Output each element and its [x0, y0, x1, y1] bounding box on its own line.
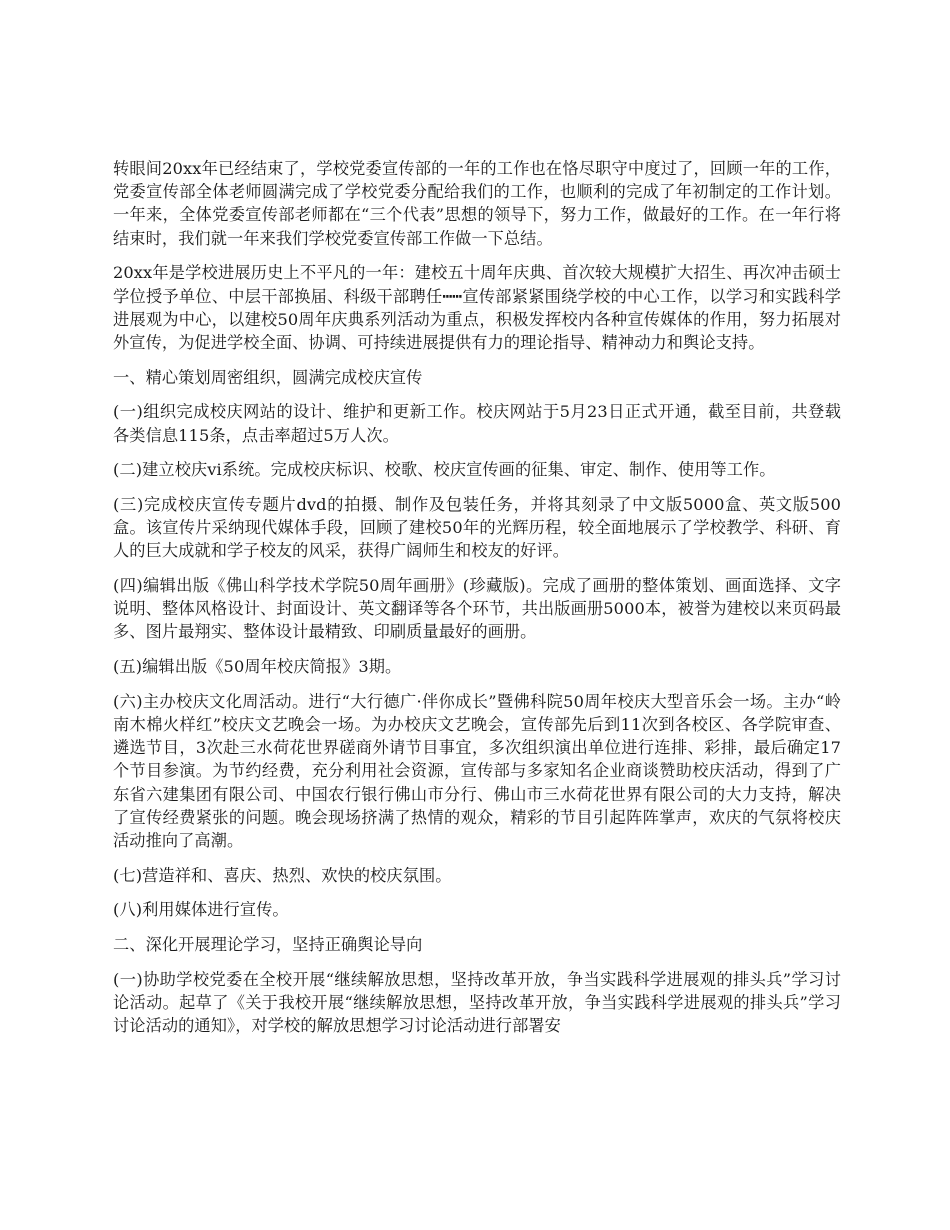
item-5-bulletin: (五)编辑出版《50周年校庆简报》3期。 — [113, 657, 402, 677]
document-body — [113, 157, 841, 1049]
section-heading-1: 一、精心策划周密组织，圆满完成校庆宣传 — [113, 367, 423, 387]
section-2-item-1: (一)协助学校党委在全校开展“继续解放思想，坚持改革开放，争当实践科学进展观的排头兵”学习讨论活动。起草了《关于我校开展“继续解放思想，坚持改革开放，争当实践科学进展观的排头兵”学习讨论活动的通知》，对学校的解放思想学习讨论活动进行部署安 — [113, 969, 841, 1036]
overview-paragraph: 20xx年是学校进展历史上不平凡的一年：建校五十周年庆典、首次较大规模扩大招生、再次冲击硕士学位授予单位、中层干部换届、科级干部聘任┅┅宣传部紧紧围绕学校的中心工作，以学习和实践科学进展观为中心，以建校50周年庆典系列活动为重点，积极发挥校内各种宣传媒体的作用，努力拓展对外宣传，为促进学校全面、协调、可持续进展提供有力的理论指导、精神动力和舆论支持。 — [113, 263, 841, 352]
item-3-dvd: (三)完成校庆宣传专题片dvd的拍摄、制作及包装任务，并将其刻录了中文版5000盒、英文版500盒。该宣传片采纳现代媒体手段，回顾了建校50年的光辉历程，较全面地展示了学校教学、科研、育人的巨大成就和学子校友的风采，获得广阔师生和校友的好评。 — [113, 494, 841, 561]
item-4-album: (四)编辑出版《佛山科学技术学院50周年画册》(珍藏版)。完成了画册的整体策划、画面选择、文字说明、整体风格设计、封面设计、英文翻译等各个环节，共出版画册5000本，被誉为建校以来页码最多、图片最翔实、整体设计最精致、印刷质量最好的画册。 — [113, 576, 841, 642]
item-6-culture-week: (六)主办校庆文化周活动。进行“大行德广·伴你成长”暨佛科院50周年校庆大型音乐会一场。主办“岭南木棉火样红”校庆文艺晚会一场。为办校庆文艺晚会，宣传部先后到11次到各校区、各学院审查、遴选节目，3次赴三水荷花世界磋商外请节目事宜，多次组织演出单位进行连排、彩排，最后确定17个节目参演。为节约经费，充分利用社会资源，宣传部与多家知名企业商谈赞助校庆活动，得到了广东省六建集团有限公司、中国农行银行佛山市分行、佛山市三水荷花世界有限公司的大力支持，解决了宣传经费紧张的问题。晚会现场挤满了热情的观众，精彩的节目引起阵阵掌声，欢庆的气氛将校庆活动推向了高潮。 — [113, 691, 841, 851]
intro-paragraph: 转眼间20xx年已经结束了，学校党委宣传部的一年的工作也在恪尽职守中度过了，回顾一年的工作，党委宣传部全体老师圆满完成了学校党委分配给我们的工作，也顺利的完成了年初制定的工作计划。一年来，全体党委宣传部老师都在“三个代表”思想的领导下，努力工作，做最好的工作。在一年行将结束时，我们就一年来我们学校党委宣传部工作做一下总结。 — [113, 159, 841, 248]
item-7-atmosphere: (七)营造祥和、喜庆、热烈、欢快的校庆氛围。 — [113, 865, 452, 885]
item-8-media: (八)利用媒体进行宣传。 — [113, 900, 289, 920]
item-2-vi-system: (二)建立校庆vi系统。完成校庆标识、校歌、校庆宣传画的征集、审定、制作、使用等工作。 — [113, 460, 776, 480]
section-heading-2: 二、深化开展理论学习，坚持正确舆论导向 — [113, 935, 423, 955]
item-1-website: (一)组织完成校庆网站的设计、维护和更新工作。校庆网站于5月23日正式开通，截至目前，共登载各类信息115条，点击率超过5万人次。 — [113, 402, 841, 445]
